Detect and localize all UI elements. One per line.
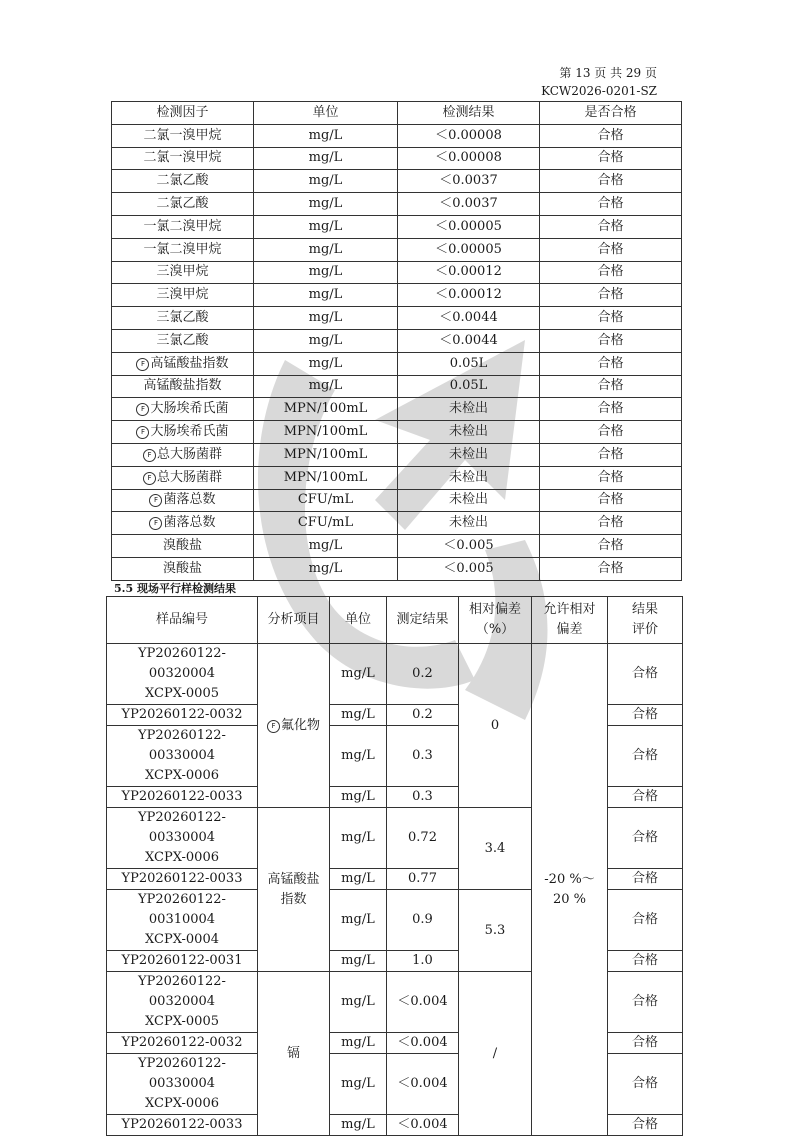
pass-cell: 合格	[540, 238, 682, 261]
rel-dev-cell: /	[459, 972, 532, 1136]
table-row	[112, 535, 682, 558]
header-allowed-dev: 允许相对 偏差	[532, 597, 608, 644]
result-cell: 0.72	[387, 808, 459, 869]
unit-cell: MPN/100mL	[254, 466, 398, 489]
factor-cell	[112, 443, 254, 466]
table-body	[107, 644, 683, 1136]
result-cell: 未检出	[398, 466, 540, 489]
result-cell: 0.2	[387, 705, 459, 726]
result-cell: 0.2	[387, 644, 459, 705]
unit-cell: CFU/mL	[254, 512, 398, 535]
unit-cell: mg/L	[330, 787, 387, 808]
sample-id-cell	[107, 644, 258, 705]
sample-id-cell	[107, 890, 258, 951]
result-cell: ＜0.004	[387, 1115, 459, 1136]
result-cell: ＜0.00012	[398, 261, 540, 284]
unit-cell: MPN/100mL	[254, 443, 398, 466]
table-row	[112, 489, 682, 512]
factor-name: 二氯乙酸	[156, 173, 209, 189]
factor-cell	[112, 557, 254, 580]
item-name: 指数	[280, 891, 307, 907]
result-cell: 0.77	[387, 869, 459, 890]
table-row	[112, 398, 682, 421]
factor-name: 大肠埃希氏菌	[150, 424, 229, 440]
header-rel-dev: 相对偏差 （%）	[459, 597, 532, 644]
factor-name: 三氯乙酸	[156, 310, 209, 326]
result-cell: ＜0.00005	[398, 238, 540, 261]
factor-cell	[112, 352, 254, 375]
result-cell: 1.0	[387, 951, 459, 972]
sample-id-cell	[107, 1115, 258, 1136]
factor-name: 二氯乙酸	[156, 196, 209, 212]
item-cadmium-cell: 镉	[258, 972, 330, 1136]
item-name: 氟化物	[280, 717, 320, 733]
sample-id-line1: YP20260122-00330004	[138, 1056, 226, 1091]
table-row	[112, 512, 682, 535]
unit-cell: mg/L	[330, 1033, 387, 1054]
table-row	[112, 284, 682, 307]
header-item: 分析项目	[258, 597, 330, 644]
factor-name: 总大肠菌群	[156, 446, 222, 462]
table-row	[112, 466, 682, 489]
result-cell: 未检出	[398, 443, 540, 466]
factor-name: 菌落总数	[163, 492, 216, 508]
field-mark-icon: F	[143, 449, 156, 462]
section-title: 5.5 现场平行样检测结果	[114, 582, 236, 595]
sample-id-cell	[107, 705, 258, 726]
factor-cell	[112, 147, 254, 170]
result-cell: 未检出	[398, 421, 540, 444]
factor-cell	[112, 398, 254, 421]
factor-name: 三氯乙酸	[156, 332, 209, 348]
factor-name: 大肠埃希氏菌	[150, 401, 229, 417]
result-cell: 0.05L	[398, 352, 540, 375]
eval-cell: 合格	[608, 808, 683, 869]
table-row	[112, 261, 682, 284]
sample-id-line2: XCPX-0006	[145, 768, 219, 783]
sample-id-cell	[107, 787, 258, 808]
header-result: 检测结果	[398, 102, 540, 125]
factor-name: 溴酸盐	[162, 538, 202, 554]
unit-cell: mg/L	[330, 808, 387, 869]
result-cell: ＜0.0044	[398, 307, 540, 330]
table-row	[112, 215, 682, 238]
factor-cell	[112, 284, 254, 307]
eval-cell: 合格	[608, 890, 683, 951]
sample-id-line2: XCPX-0006	[145, 850, 219, 865]
unit-cell: MPN/100mL	[254, 421, 398, 444]
factor-cell	[112, 535, 254, 558]
result-cell: 0.3	[387, 787, 459, 808]
sample-id-line1: YP20260122-00320004	[138, 974, 226, 1009]
pass-cell: 合格	[540, 489, 682, 512]
factor-cell	[112, 215, 254, 238]
result-cell: ＜0.00005	[398, 215, 540, 238]
unit-cell: mg/L	[330, 951, 387, 972]
factor-name: 一氯二溴甲烷	[143, 218, 222, 234]
sample-id-line1: YP20260122-00330004	[138, 728, 226, 763]
factor-cell	[112, 489, 254, 512]
eval-cell: 合格	[608, 951, 683, 972]
unit-cell: mg/L	[330, 972, 387, 1033]
factor-cell	[112, 421, 254, 444]
pass-cell: 合格	[540, 193, 682, 216]
table-row	[112, 124, 682, 147]
result-cell: ＜0.00008	[398, 124, 540, 147]
field-mark-icon: F	[143, 472, 156, 485]
unit-cell: mg/L	[330, 1054, 387, 1115]
sample-id-cell	[107, 808, 258, 869]
eval-cell: 合格	[608, 1115, 683, 1136]
result-cell: ＜0.0037	[398, 170, 540, 193]
sample-id-line1: YP20260122-0031	[121, 953, 243, 968]
pass-cell: 合格	[540, 124, 682, 147]
pass-cell: 合格	[540, 307, 682, 330]
factor-name: 高锰酸盐指数	[143, 378, 222, 394]
factor-name: 三溴甲烷	[156, 264, 209, 280]
sample-id-line1: YP20260122-00330004	[138, 810, 226, 845]
result-cell: 0.9	[387, 890, 459, 951]
result-cell: ＜0.004	[387, 1033, 459, 1054]
sample-id-line2: XCPX-0005	[145, 1014, 219, 1029]
unit-cell: CFU/mL	[254, 489, 398, 512]
factor-cell	[112, 512, 254, 535]
factor-cell	[112, 261, 254, 284]
table-row	[112, 307, 682, 330]
table-body	[112, 124, 682, 580]
table-row	[112, 352, 682, 375]
result-cell: 未检出	[398, 489, 540, 512]
factor-cell	[112, 170, 254, 193]
table-row	[112, 557, 682, 580]
eval-cell: 合格	[608, 1054, 683, 1115]
factor-cell	[112, 193, 254, 216]
sample-id-line2: XCPX-0006	[145, 1096, 219, 1111]
sample-id-line1: YP20260122-0033	[121, 1117, 243, 1132]
pass-cell: 合格	[540, 512, 682, 535]
table-header-row	[112, 102, 682, 125]
allowed-dev-line1: -20 %～	[544, 871, 595, 887]
factor-name: 二氯一溴甲烷	[143, 150, 222, 166]
factor-name: 高锰酸盐指数	[150, 355, 229, 371]
pass-cell: 合格	[540, 352, 682, 375]
eval-cell: 合格	[608, 1033, 683, 1054]
allowed-dev-cell	[532, 644, 608, 1136]
result-cell: 0.3	[387, 726, 459, 787]
rel-dev-cell: 0	[459, 644, 532, 808]
result-cell: ＜0.00012	[398, 284, 540, 307]
table-row	[112, 238, 682, 261]
rel-dev-cell: 5.3	[459, 890, 532, 972]
rel-dev-cell: 3.4	[459, 808, 532, 890]
sample-id-cell	[107, 951, 258, 972]
sample-id-line1: YP20260122-0033	[121, 871, 243, 886]
pass-cell: 合格	[540, 329, 682, 352]
factor-cell	[112, 307, 254, 330]
result-cell: ＜0.005	[398, 535, 540, 558]
sample-id-line1: YP20260122-00310004	[138, 892, 226, 927]
pass-cell: 合格	[540, 215, 682, 238]
unit-cell: mg/L	[330, 726, 387, 787]
unit-cell: mg/L	[254, 329, 398, 352]
unit-cell: mg/L	[254, 170, 398, 193]
sample-id-line1: YP20260122-00320004	[138, 646, 226, 681]
header-factor: 检测因子	[112, 102, 254, 125]
pass-cell: 合格	[540, 557, 682, 580]
quality-results-table	[111, 101, 682, 581]
field-mark-icon: F	[149, 517, 162, 530]
sample-id-line1: YP20260122-0033	[121, 789, 243, 804]
item-fluoride-cell	[258, 644, 330, 808]
unit-cell: mg/L	[330, 644, 387, 705]
header-pass: 是否合格	[540, 102, 682, 125]
field-mark-icon: F	[149, 494, 162, 507]
unit-cell: mg/L	[254, 261, 398, 284]
factor-name: 溴酸盐	[162, 560, 202, 576]
unit-cell: mg/L	[254, 193, 398, 216]
eval-cell: 合格	[608, 644, 683, 705]
pass-cell: 合格	[540, 170, 682, 193]
header-eval: 结果 评价	[608, 597, 683, 644]
result-cell: 未检出	[398, 512, 540, 535]
table-header-row	[107, 597, 683, 644]
table-row	[112, 421, 682, 444]
pass-cell: 合格	[540, 261, 682, 284]
result-cell: ＜0.00008	[398, 147, 540, 170]
pass-cell: 合格	[540, 398, 682, 421]
header-unit: 单位	[254, 102, 398, 125]
sample-id-line2: XCPX-0005	[145, 686, 219, 701]
eval-cell: 合格	[608, 972, 683, 1033]
field-mark-icon: F	[136, 403, 149, 416]
unit-cell: mg/L	[254, 147, 398, 170]
factor-cell	[112, 329, 254, 352]
unit-cell: mg/L	[254, 284, 398, 307]
pass-cell: 合格	[540, 421, 682, 444]
item-cod-cell	[258, 808, 330, 972]
pass-cell: 合格	[540, 284, 682, 307]
pass-cell: 合格	[540, 375, 682, 398]
table-row	[107, 644, 683, 705]
result-cell: 未检出	[398, 398, 540, 421]
table-row	[112, 375, 682, 398]
factor-name: 菌落总数	[163, 515, 216, 531]
header-result: 测定结果	[387, 597, 459, 644]
factor-name: 一氯二溴甲烷	[143, 241, 222, 257]
table-row	[112, 147, 682, 170]
factor-name: 三溴甲烷	[156, 287, 209, 303]
unit-cell: mg/L	[330, 869, 387, 890]
result-cell: ＜0.004	[387, 1054, 459, 1115]
page-number: 第 13 页 共 29 页	[559, 66, 657, 80]
sample-id-cell	[107, 972, 258, 1033]
result-cell: 0.05L	[398, 375, 540, 398]
unit-cell: mg/L	[254, 215, 398, 238]
unit-cell: mg/L	[254, 375, 398, 398]
table-row	[112, 443, 682, 466]
parallel-sample-table	[106, 596, 683, 1136]
eval-cell: 合格	[608, 869, 683, 890]
factor-cell	[112, 124, 254, 147]
field-mark-icon: F	[136, 358, 149, 371]
eval-cell: 合格	[608, 705, 683, 726]
header-sample: 样品编号	[107, 597, 258, 644]
field-mark-icon: F	[136, 426, 149, 439]
factor-name: 二氯一溴甲烷	[143, 127, 222, 143]
unit-cell: mg/L	[254, 557, 398, 580]
factor-cell	[112, 238, 254, 261]
table-row	[112, 329, 682, 352]
pass-cell: 合格	[540, 466, 682, 489]
factor-cell	[112, 375, 254, 398]
sample-id-cell	[107, 1054, 258, 1115]
sample-id-cell	[107, 869, 258, 890]
allowed-dev-line2: 20 %	[552, 891, 587, 907]
sample-id-line2: XCPX-0004	[145, 932, 219, 947]
pass-cell: 合格	[540, 147, 682, 170]
result-cell: ＜0.0037	[398, 193, 540, 216]
sample-id-line1: YP20260122-0032	[121, 707, 243, 722]
unit-cell: mg/L	[330, 705, 387, 726]
result-cell: ＜0.0044	[398, 329, 540, 352]
sample-id-line1: YP20260122-0032	[121, 1035, 243, 1050]
unit-cell: mg/L	[254, 124, 398, 147]
eval-cell: 合格	[608, 787, 683, 808]
report-code: KCW2026-0201-SZ	[541, 84, 657, 98]
sample-id-cell	[107, 726, 258, 787]
table-row	[112, 170, 682, 193]
result-cell: ＜0.005	[398, 557, 540, 580]
result-cell: ＜0.004	[387, 972, 459, 1033]
unit-cell: mg/L	[330, 1115, 387, 1136]
unit-cell: MPN/100mL	[254, 398, 398, 421]
sample-id-cell	[107, 1033, 258, 1054]
field-mark-icon: F	[267, 720, 280, 733]
unit-cell: mg/L	[254, 307, 398, 330]
pass-cell: 合格	[540, 443, 682, 466]
item-name: 高锰酸盐	[267, 871, 320, 887]
unit-cell: mg/L	[254, 535, 398, 558]
unit-cell: mg/L	[330, 890, 387, 951]
factor-name: 总大肠菌群	[156, 469, 222, 485]
factor-cell	[112, 466, 254, 489]
eval-cell: 合格	[608, 726, 683, 787]
pass-cell: 合格	[540, 535, 682, 558]
unit-cell: mg/L	[254, 352, 398, 375]
table-row	[112, 193, 682, 216]
header-unit: 单位	[330, 597, 387, 644]
unit-cell: mg/L	[254, 238, 398, 261]
